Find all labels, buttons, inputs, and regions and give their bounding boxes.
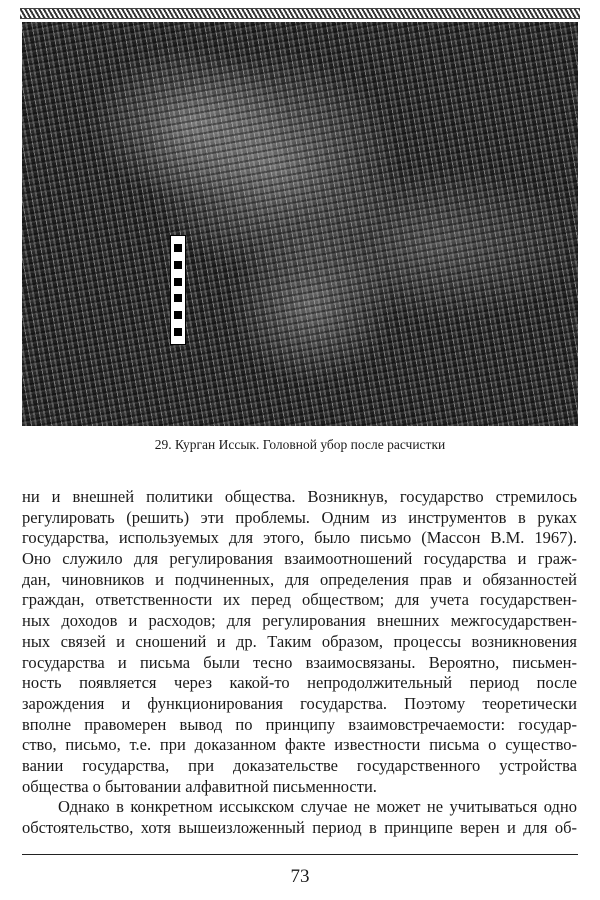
text-line: регулировать (решить) эти проблемы. Одним из инструментов в руках [22,507,577,527]
photo-texture [22,22,578,426]
text-line: ность появляется через какой-то непродолжительный период после [22,673,577,693]
figure-photo-headdress [22,22,578,426]
text-line: вполне правомерен вывод по принципу взаимовстречаемости: государ- [22,714,577,734]
text-line: ни и внешней политики общества. Возникнув, государство стремилось [22,487,577,506]
scale-bar [170,235,186,345]
text-line: общества о бытовании алфавитной письменности. [22,776,377,796]
page-number: 73 [290,866,310,887]
text-line: граждан, ответственности их перед обществом; для учета государствен- [22,590,577,610]
text-line: государства и письма были тесно взаимосвязаны. Вероятно, письмен- [22,652,577,672]
text-line: ство, письмо, т.е. при доказанном факте известности письма о существо- [22,735,577,755]
text-line: вании государства, при доказательстве государственного устройства [22,755,577,775]
figure-caption: 29. Курган Иссык. Головной убор после расчистки [154,437,446,452]
decorative-header-border [20,8,580,19]
body-text [22,487,578,839]
text-line: дан, чиновников и подчиненных, для определения прав и обязанностей [22,569,577,589]
text-line: Оно служило для регулирования взаимоотношений государства и граж- [22,549,577,569]
text-line: ных связей и сношений и др. Таким образом, процессы возникновения [22,631,577,651]
text-line: зарождения и функционирования государства. Поэтому теоретически [22,693,577,713]
text-line: обстоятельство, хотя вышеизложенный период в принципе верен и для об- [22,818,577,837]
text-line: Однако в конкретном иссыкском случае не может не учитываться одно [58,797,577,817]
footer-rule [22,854,578,855]
text-line: ных доходов и расходов; для регулирования внешних межгосударствен- [22,611,577,631]
text-line: государства, используемых для этого, было письмо (Массон В.М. 1967). [22,528,577,548]
